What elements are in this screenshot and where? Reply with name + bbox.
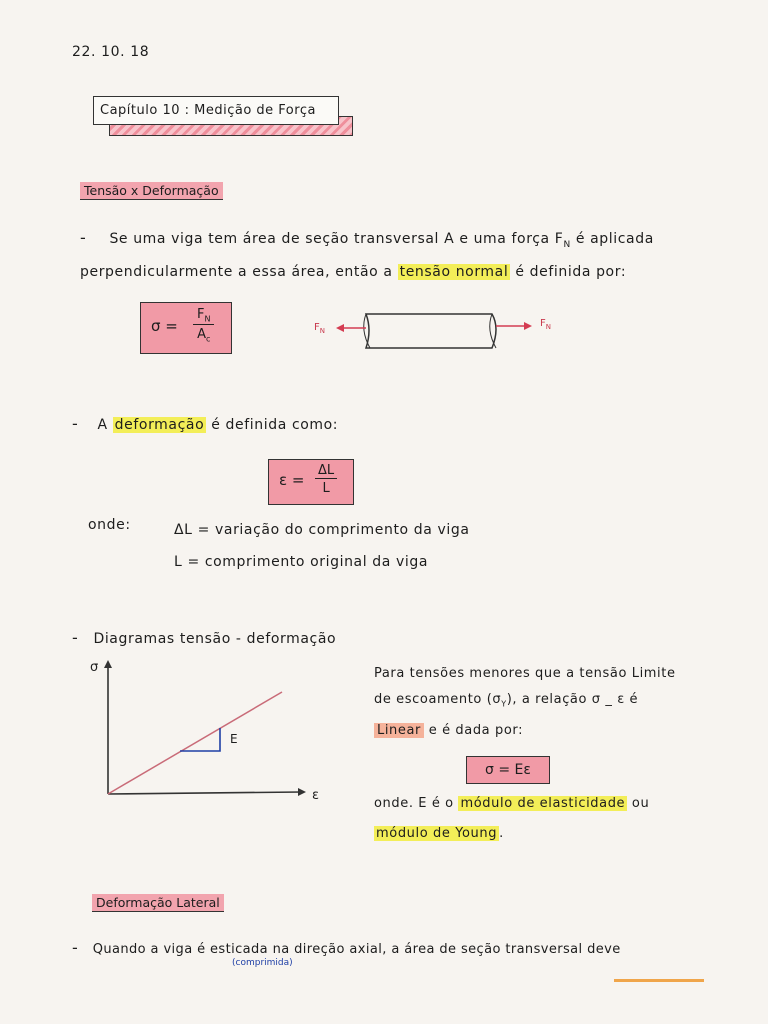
p2-text-end: ), a relação σ _ ε é: [506, 692, 639, 707]
definition-delta-l: ΔL = variação do comprimento da viga: [174, 522, 470, 538]
x-axis: [108, 792, 302, 794]
y-axis-arrow: [104, 660, 112, 668]
formula-fraction: [315, 463, 337, 496]
deformacao-line: [72, 414, 338, 433]
diagram-heading: Diagramas tensão - deformação: [93, 631, 337, 647]
denominator-sub: c: [205, 334, 211, 344]
p4-text-end: ou: [627, 796, 650, 811]
deformacao-text: A: [97, 417, 113, 433]
highlight-modulo-young: módulo de Young: [376, 826, 498, 841]
stress-strain-diagram: [84, 656, 334, 816]
chapter-title: Capítulo 10 : Medição de Força: [93, 96, 339, 125]
linear-paragraph-1: Para tensões menores que a tensão Limite: [374, 666, 676, 681]
lateral-text: Quando a viga é esticada na direção axial, a área de seção transversal deve: [92, 942, 621, 957]
bullet-dash: -: [72, 414, 79, 433]
formula-fraction: [193, 307, 214, 343]
fraction-denominator: L: [322, 481, 330, 496]
fraction-denominator: A: [197, 326, 206, 342]
linear-paragraph-5: [374, 826, 504, 841]
chapter-title-box: [93, 96, 351, 140]
formula-box-tensao: [140, 302, 232, 354]
bullet-dash: -: [80, 228, 87, 247]
paragraph-line-1: [80, 228, 654, 250]
bullet-dash: -: [72, 938, 79, 957]
formula-box-hooke: σ = Eε: [466, 756, 550, 784]
date: 22. 10. 18: [72, 44, 150, 60]
bullet-dash: -: [72, 628, 79, 647]
x-axis-arrow: [298, 788, 306, 796]
diagram-heading-line: [72, 628, 336, 647]
fraction-numerator: ΔL: [315, 463, 337, 479]
slope-label: E: [230, 732, 238, 746]
linear-line: [108, 692, 282, 794]
numerator-sub: N: [204, 314, 211, 324]
line2-text: perpendicularmente a essa área, então a: [80, 264, 398, 280]
line1-text-end: é aplicada: [570, 231, 654, 247]
line2-text-end: é definida por:: [510, 264, 627, 280]
highlight-modulo-elasticidade: módulo de elasticidade: [460, 796, 626, 811]
arrow-head-left: [336, 324, 344, 332]
deformacao-text-end: é definida como:: [206, 417, 339, 433]
highlight-linear: Linear: [374, 723, 424, 738]
p4-text: onde. E é o: [374, 796, 459, 811]
highlight-deformacao: deformação: [114, 417, 205, 433]
definition-l: L = comprimento original da viga: [174, 554, 429, 570]
line1-sub: N: [563, 239, 571, 250]
sigma-axis-label: σ: [90, 660, 99, 675]
formula-lhs: σ =: [151, 317, 178, 335]
section-heading-deformacao-lateral: Deformação Lateral: [92, 894, 224, 912]
onde-label: onde:: [88, 517, 131, 533]
beam-outline: [366, 314, 496, 348]
formula-lhs: ε =: [279, 471, 305, 489]
fraction-numerator: F: [197, 307, 205, 322]
force-label-right: $F_N$: [540, 318, 552, 331]
beam-diagram: [300, 300, 580, 360]
linear-paragraph-2: [374, 692, 638, 709]
linear-paragraph-3: [374, 723, 523, 738]
p2-sub: Y: [501, 699, 507, 709]
force-label-left: $F_N$: [314, 322, 326, 335]
lateral-line: [72, 938, 621, 957]
highlight-tensao-normal: tensão normal: [399, 264, 509, 280]
linear-paragraph-4: [374, 796, 649, 811]
p5-text: .: [499, 826, 504, 841]
paragraph-line-2: [80, 264, 626, 280]
formula-box-deformacao: [268, 459, 354, 505]
p3-text: e é dada por:: [424, 723, 524, 738]
section-heading-tensao: Tensão x Deformação: [80, 182, 223, 200]
epsilon-axis-label: ε: [312, 788, 320, 803]
arrow-head-right: [524, 322, 532, 330]
line1-text: Se uma viga tem área de seção transversal A e uma força F: [109, 231, 564, 247]
orange-underline: [614, 979, 704, 982]
p2-text: de escoamento (σ: [374, 692, 502, 707]
comprimida-note: (comprimida): [232, 958, 293, 968]
